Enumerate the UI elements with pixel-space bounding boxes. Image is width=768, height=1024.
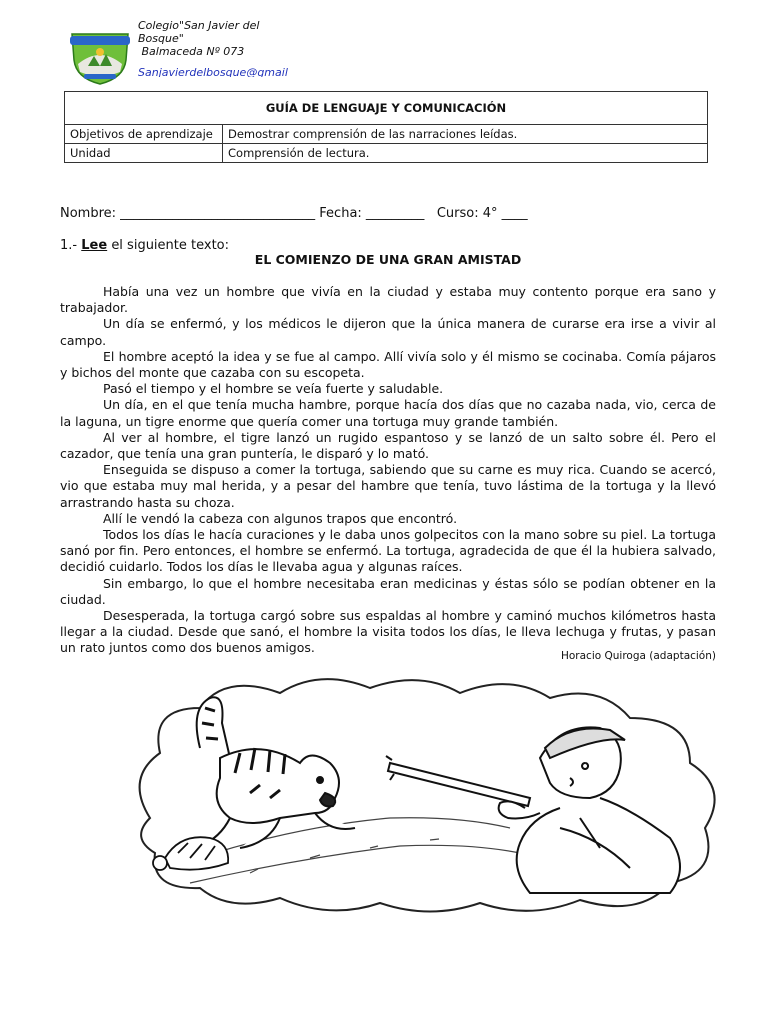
story-paragraph: Al ver al hombre, el tigre lanzó un rugido espantoso y se lanzó de un salto sobre él. Pero el cazador, que tenía una gran puntería, le disparó y lo mató. xyxy=(60,429,716,462)
objectives-label: Objetivos de aprendizaje xyxy=(65,125,223,144)
story-paragraph: Enseguida se dispuso a comer la tortuga, sabiendo que su carne es muy rica. Cuando se acercó, vio que estaba muy mal herida, y a pesar del hambre que tenía, tuvo lástima de la tortuga y la llevó arrastrando hasta su choza. xyxy=(60,462,716,510)
guide-title: GUÍA DE LENGUAJE Y COMUNICACIÓN xyxy=(65,92,708,125)
instruction-verb: Lee xyxy=(81,238,108,253)
story-paragraph: El hombre aceptó la idea y se fue al campo. Allí vivía solo y él mismo se cocinaba. Comía pájaros y bichos del monte que cazaba con su escopeta. xyxy=(60,348,716,381)
story-body xyxy=(60,284,716,657)
story-paragraph: Desesperada, la tortuga cargó sobre sus espaldas al hombre y caminó muchos kilómetros hasta llegar a la ciudad. Desde que sanó, el hombre la visita todos los días, le lleva lechuga y frutas, y pasan un rato juntos como dos buenos amigos. xyxy=(60,608,716,656)
instruction-number: 1.- xyxy=(60,238,78,253)
guide-header-table xyxy=(64,91,708,163)
story-paragraph: Pasó el tiempo y el hombre se veía fuerte y saludable. xyxy=(103,381,444,397)
school-name-line2: Bosque" xyxy=(138,32,184,45)
instruction-text: el siguiente texto: xyxy=(111,238,229,253)
school-name-line1: Colegio"San Javier del xyxy=(138,19,260,32)
story-paragraph: Un día, en el que tenía mucha hambre, porque hacía dos días que no cazaba nada, vio, cerca de la laguna, un tigre enorme que quería comer una tortuga muy grande también. xyxy=(60,397,716,429)
story-paragraph: Sin embargo, lo que el hombre necesitaba eran medicinas y éstas sólo se podían obtener en la ciudad. xyxy=(60,575,716,607)
unit-label: Unidad xyxy=(65,144,223,163)
story-title: EL COMIENZO DE UNA GRAN AMISTAD xyxy=(254,252,522,267)
hunter-drawing xyxy=(499,727,680,893)
unit-value: Comprensión de lectura. xyxy=(223,144,708,163)
rifle-drawing xyxy=(386,756,530,806)
instruction xyxy=(60,238,229,253)
story-paragraph: Un día se enfermó, y los médicos le dijeron que la única manera de curarse era irse a vivir al campo. xyxy=(60,316,716,348)
story-paragraph: Allí le vendó la cabeza con algunos trapos que encontró. xyxy=(103,510,458,526)
story-paragraph: Había una vez un hombre que vivía en la ciudad y estaba muy contento porque era sano y trabajador. xyxy=(60,284,716,316)
school-info xyxy=(138,19,288,77)
story-author: Horacio Quiroga (adaptación) xyxy=(560,650,716,662)
story-paragraph: Todos los días le hacía curaciones y le daba unos golpecitos con la mano sobre su piel. La tortuga sanó por fin. Pero entonces, el hombre se enfermó. La tortuga, agradecida de que él la hubiera salvado, decidió cuidarlo. Todos los días le llevaba agua y algunas raíces. xyxy=(60,527,716,575)
objectives-value: Demostrar comprensión de las narraciones leídas. xyxy=(223,125,708,144)
school-email-link[interactable]: Sanjavierdelbosque@gmail xyxy=(138,66,288,77)
student-info-line: Nombre: ______________________________ Fecha: _________ Curso: 4° ____ xyxy=(60,206,528,221)
school-address: Balmaceda Nº 073 xyxy=(141,45,245,58)
school-logo xyxy=(68,24,132,86)
story-illustration xyxy=(130,668,748,920)
tiger-drawing xyxy=(197,697,355,848)
turtle-drawing xyxy=(153,837,228,870)
